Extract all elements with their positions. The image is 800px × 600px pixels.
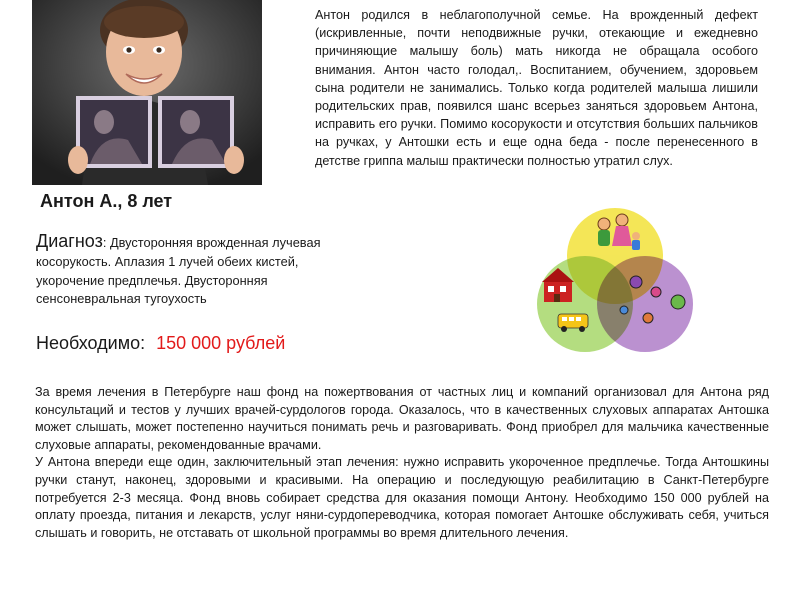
body-paragraph-2: У Антона впереди еще один, заключительный этап лечения: нужно исправить укороченное предплечье. Тогда Антошкины ручки станут, наконец, здоровыми и красивыми. На операцию и последующую реабилитацию в Санкт-Петербурге потребуется 2-3 месяца. Фонд вновь собирает средства для оказания помощи Антону. Необходимо 150 000 рублей на оплату проезда, питания и лекарств, услуг няни-сурдопереводчика, которая помогает Антошке обслуживать себя, учиться слышать и говорить, не отставать от школьной программы во время длительного лечения. [35, 455, 769, 540]
body-text [35, 384, 769, 542]
venn-illustration [532, 206, 698, 354]
diagnosis-block [36, 232, 366, 309]
intro-text: Антон родился в неблагополучной семье. На врожденный дефект (искривленные, почти неподвижные ручки, отекающие и ежедневно причиняющие малышу боль) мать никогда не обращала особого внимания. Антон часто голодал,. Воспитанием, обучением, здоровьем сына родители не занимались. Только когда родителей малыша лишили родительских прав, появился шанс всерьез заняться здоровьем Антона, исправить его ручки. Помимо косорукости и отсутствия больших пальчиков на ручках, у Антошки есть и еще одна беда - после перенесенного в детстве гриппа малыш практически полностью утратил слух. [315, 8, 758, 168]
need-line [36, 333, 285, 354]
body-paragraph-1: За время лечения в Петербурге наш фонд на пожертвования от частных лиц и компаний организовал для Антона ряд консультаций и тестов у лучших врачей-сурдологов города. Оказалось, что в качественных слуховых аппаратах Антошка может слышать, может постепенно научиться понимать речь и разговаривать. Фонд приобрел для мальчика качественные слуховые аппараты, рекомендованные врачами. [35, 385, 769, 452]
diagnosis-text: : Двусторонняя врожденная лучевая косорукость. Аплазия 1 лучей обеих кистей, укорочение предплечья. Двусторонняя сенсоневральная тугоухость [36, 235, 321, 307]
need-amount: 150 000 рублей [156, 333, 286, 353]
diagnosis-label: Диагноз [36, 231, 103, 251]
child-name-age: Антон А., 8 лет [40, 191, 173, 211]
child-photo [32, 0, 262, 185]
need-label: Необходимо: [36, 333, 146, 353]
